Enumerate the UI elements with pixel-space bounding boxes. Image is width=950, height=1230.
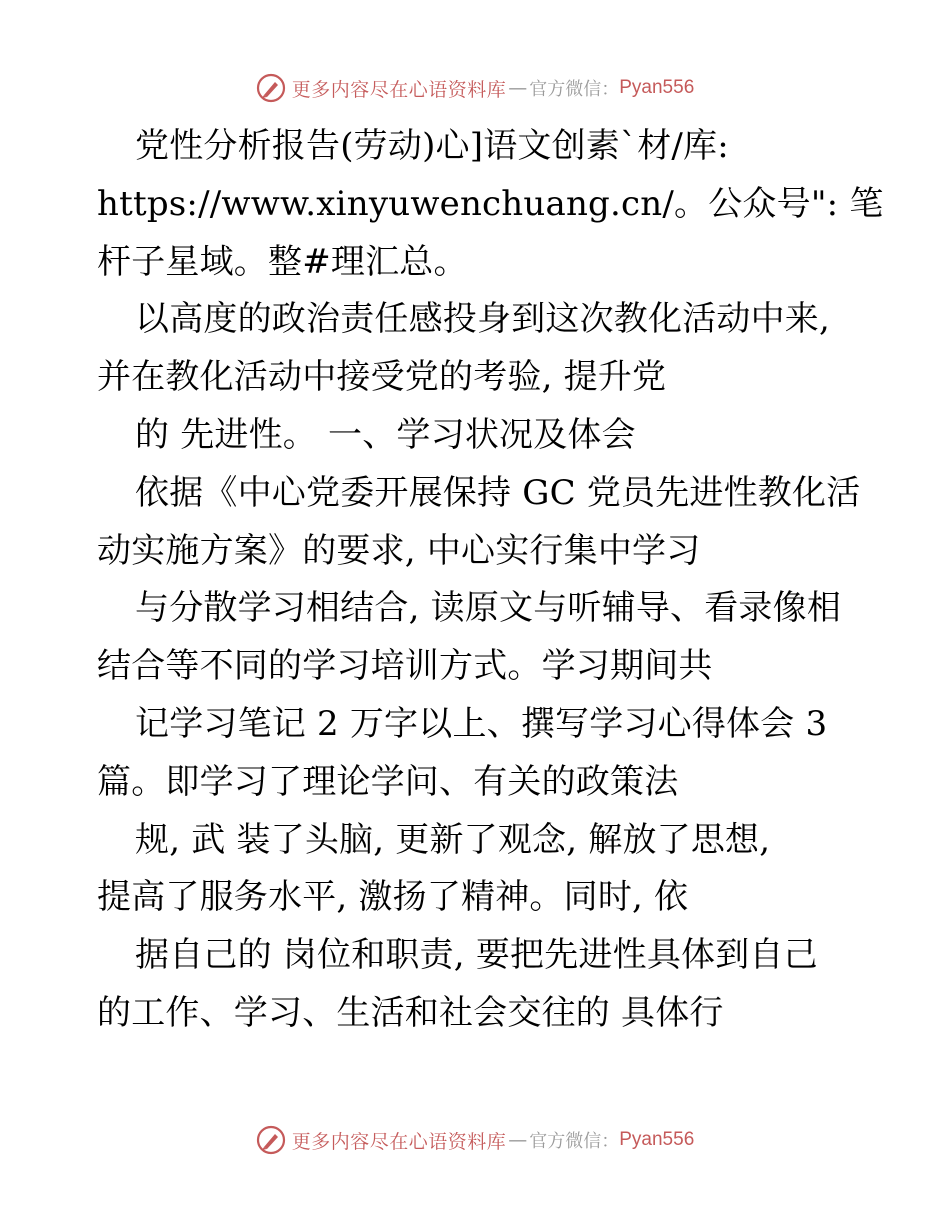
header-watermark <box>0 68 950 108</box>
body-line: https://www.xinyuwenchuang.cn/。公众号": 笔 <box>97 183 884 224</box>
body-line: 据自己的 岗位和职责, 要把先进性具体到自己 <box>135 935 818 976</box>
watermark-wechat-id: Pyan556 <box>619 77 695 98</box>
watermark-label: 官方微信： <box>529 79 620 100</box>
body-line: 篇。即学习了理论学问、有关的政策法 <box>97 761 679 802</box>
watermark-text: 更多内容尽在心语资料库 <box>291 1130 507 1153</box>
watermark-text: 更多内容尽在心语资料库 <box>291 78 507 101</box>
watermark-wechat-id: Pyan556 <box>619 1129 695 1150</box>
body-line: 结合等不同的学习培训方式。学习期间共 <box>97 646 713 687</box>
body-line: 并在教化活动中接受党的考验, 提升党 <box>97 357 667 398</box>
pen-logo-icon <box>256 73 286 103</box>
body-line: 的 先进性。 一、学习状况及体会 <box>135 414 636 455</box>
body-line: 提高了服务水平, 激扬了精神。同时, 依 <box>97 877 689 918</box>
body-line: 与分散学习相结合, 读原文与听辅导、看录像相 <box>135 588 842 629</box>
body-line: 记学习笔记 2 万字以上、撰写学习心得体会 3 <box>135 703 828 744</box>
body-line: 规, 武 装了头脑, 更新了观念, 解放了思想, <box>135 819 771 860</box>
body-line: 以高度的政治责任感投身到这次教化活动中来, <box>135 299 831 340</box>
document-body <box>97 118 884 1043</box>
watermark-label: 官方微信： <box>529 1131 620 1152</box>
body-line: 的工作、学习、生活和社会交往的 具体行 <box>97 992 724 1033</box>
footer-watermark <box>0 1120 950 1160</box>
watermark-separator: — <box>508 77 528 99</box>
body-line: 动实施方案》的要求, 中心实行集中学习 <box>97 530 701 571</box>
body-line: 依据《中心党委开展保持 GC 党员先进性教化活 <box>135 472 861 513</box>
watermark-separator: — <box>508 1129 528 1151</box>
pen-logo-icon <box>256 1125 286 1155</box>
body-line: 杆子星域。整#理汇总。 <box>97 241 468 282</box>
body-line: 党性分析报告(劳动)心]语文创素`材/库: <box>135 126 729 166</box>
